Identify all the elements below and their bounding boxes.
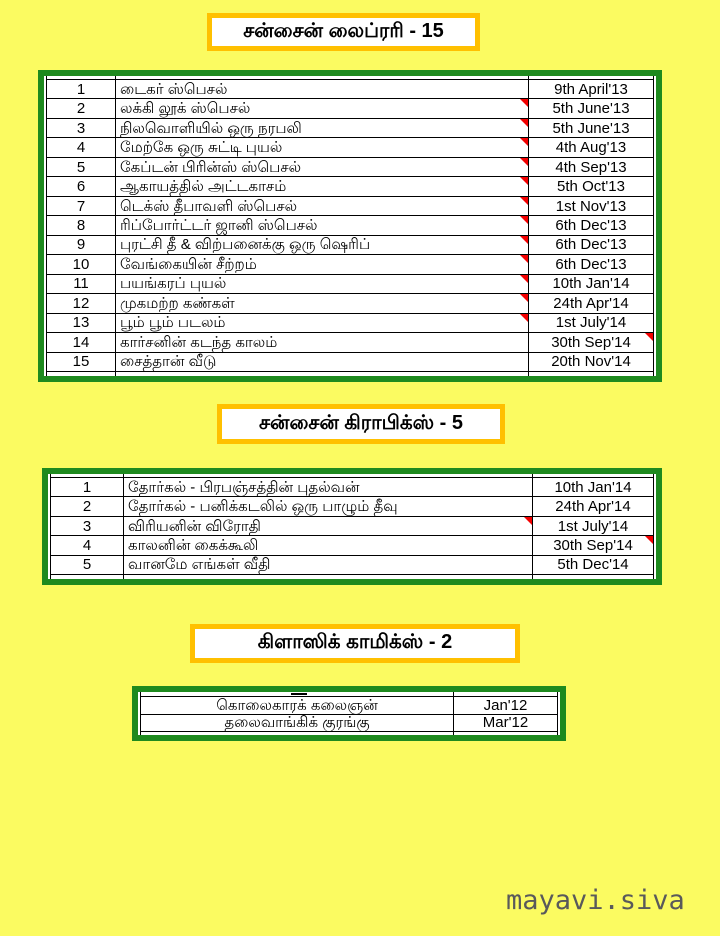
cell-num: 9 — [46, 236, 116, 254]
table-row — [50, 497, 654, 516]
cell-num: 6 — [46, 177, 116, 195]
cell-num: 5 — [46, 158, 116, 176]
cell-title: நிலவொளியில் ஒரு நரபலி — [116, 119, 528, 137]
spacer-cell — [116, 372, 528, 376]
spacer-cell — [453, 732, 558, 735]
table-row — [50, 478, 654, 497]
cell-date: 4th Aug'13 — [528, 138, 654, 156]
cell-date: 30th Sep'14 — [532, 536, 654, 554]
cell-date: 4th Sep'13 — [528, 158, 654, 176]
cell-date: 1st Nov'13 — [528, 197, 654, 215]
heading-classic-comics-label: கிளாஸிக் காமிக்ஸ் - 2 — [257, 631, 453, 653]
comment-marker-icon — [645, 536, 653, 544]
cell-title: வானமே எங்கள் வீதி — [128, 556, 271, 574]
cell-num: 4 — [50, 536, 124, 554]
spacer-cell — [140, 692, 453, 696]
classic-comics-table-body — [138, 692, 560, 735]
cell-title: கேப்டன் பிரின்ஸ் ஸ்பெசல் — [116, 158, 528, 176]
spacer-cell — [46, 372, 116, 376]
cell-date: 5th Dec'14 — [532, 556, 654, 574]
table-row — [46, 138, 654, 157]
table-bottom-spacer — [140, 732, 558, 735]
table-row — [46, 80, 654, 99]
cell-date: 10th Jan'14 — [532, 478, 654, 496]
spacer-cell — [528, 372, 654, 376]
cell-num: 5 — [50, 556, 124, 574]
cell-num: 11 — [46, 275, 116, 293]
heading-sunshine-library-label: சன்சைன் லைப்ரரி - 15 — [243, 19, 444, 42]
cell-title: கொலைகாரக் கலைஞன் — [140, 697, 453, 714]
cell-num: 3 — [46, 119, 116, 137]
table-row — [46, 353, 654, 372]
cell-date: 5th June'13 — [528, 119, 654, 137]
cell-num: 14 — [46, 333, 116, 351]
spacer-cell — [528, 76, 654, 79]
comment-marker-icon — [520, 314, 528, 322]
cell-title: ரிப்போர்ட்டர் ஜானி ஸ்பெசல் — [116, 216, 528, 234]
cell-num: 1 — [46, 80, 116, 98]
cell-title: டைகர் ஸ்பெசல் — [120, 80, 228, 98]
table-row — [46, 236, 654, 255]
cell-title: புரட்சி தீ & விற்பனைக்கு ஒரு ஷெரிப் — [116, 236, 528, 254]
table-bottom-spacer — [50, 575, 654, 579]
cell-date: Mar'12 — [453, 715, 558, 732]
cell-date: 20th Nov'14 — [528, 353, 654, 371]
comment-marker-icon — [520, 99, 528, 107]
sunshine-library-table — [38, 70, 662, 382]
spacer-cell — [124, 474, 532, 477]
cell-date: 5th Oct'13 — [528, 177, 654, 195]
cell-date: 6th Dec'13 — [528, 216, 654, 234]
cell-date: 1st July'14 — [528, 314, 654, 332]
comment-marker-icon — [520, 294, 528, 302]
cell-num: 8 — [46, 216, 116, 234]
spacer-cell — [532, 575, 654, 579]
cell-title: டெக்ஸ் தீபாவளி ஸ்பெசல் — [116, 197, 528, 215]
heading-sunshine-library — [207, 13, 480, 51]
classic-comics-table — [132, 686, 566, 741]
comment-marker-icon — [520, 158, 528, 166]
cell-date: 10th Jan'14 — [528, 275, 654, 293]
cell-title: கார்சனின் கடந்த காலம் — [120, 333, 278, 351]
spacer-cell — [140, 732, 453, 735]
cell-num: 12 — [46, 294, 116, 312]
comment-marker-icon — [520, 138, 528, 146]
spacer-cell — [50, 575, 124, 579]
table-row — [50, 556, 654, 575]
table-row — [46, 119, 654, 138]
cell-title: தலைவாங்கிக் குரங்கு — [140, 715, 453, 732]
cell-title: பயங்கரப் புயல் — [116, 275, 528, 293]
spacer-cell — [46, 76, 116, 79]
cell-num: 1 — [50, 478, 124, 496]
heading-sunshine-graphics — [217, 404, 505, 444]
cell-title: விரியனின் விரோதி — [124, 517, 532, 535]
table-row — [46, 216, 654, 235]
cell-date: 30th Sep'14 — [528, 333, 654, 351]
cell-title: தோர்கல் - பிரபஞ்சத்தின் புதல்வன் — [128, 478, 360, 496]
spacer-cell — [124, 575, 532, 579]
cell-date: 6th Dec'13 — [528, 255, 654, 273]
cell-num: 13 — [46, 314, 116, 332]
cell-title: தோர்கல் - பனிக்கடலில் ஒரு பாழும் தீவு — [128, 498, 398, 516]
sunshine-graphics-table-body — [48, 474, 656, 579]
spacer-cell — [532, 474, 654, 477]
cell-title: லக்கி லூக் ஸ்பெசல் — [116, 99, 528, 117]
cell-num: 10 — [46, 255, 116, 273]
cell-date: 6th Dec'13 — [528, 236, 654, 254]
comment-marker-icon — [520, 177, 528, 185]
cell-title: சைத்தான் வீடு — [120, 353, 217, 371]
cell-num: 15 — [46, 353, 116, 371]
table-row — [46, 294, 654, 313]
cell-title: ஆகாயத்தில் அட்டகாசம் — [116, 177, 528, 195]
cell-date: 1st July'14 — [532, 517, 654, 535]
cell-title: மேற்கே ஒரு சுட்டி புயல் — [116, 138, 528, 156]
table-row — [50, 536, 654, 555]
spacer-cell — [50, 474, 124, 477]
cell-num: 2 — [46, 99, 116, 117]
table-row — [46, 255, 654, 274]
table-row — [46, 197, 654, 216]
table-row — [46, 177, 654, 196]
table-row — [46, 333, 654, 352]
comment-marker-icon — [520, 236, 528, 244]
table-row — [46, 158, 654, 177]
signature-watermark: mayavi.siva — [506, 885, 685, 916]
cell-num: 3 — [50, 517, 124, 535]
cell-date: 24th Apr'14 — [532, 497, 654, 515]
comment-marker-icon — [520, 197, 528, 205]
comment-marker-icon — [520, 275, 528, 283]
table-row — [46, 275, 654, 294]
cell-date: Jan'12 — [453, 697, 558, 714]
sunshine-library-table-body — [44, 76, 656, 376]
comment-marker-icon — [520, 119, 528, 127]
cell-num: 4 — [46, 138, 116, 156]
spacer-cell — [453, 692, 558, 696]
cell-date: 9th April'13 — [528, 80, 654, 98]
heading-sunshine-graphics-label: சன்சைன் கிராபிக்ஸ் - 5 — [258, 411, 463, 434]
table-bottom-spacer — [46, 372, 654, 376]
cell-title: பூம் பூம் படலம் — [116, 314, 528, 332]
comment-marker-icon — [520, 216, 528, 224]
spacer-cell — [116, 76, 528, 79]
table-row — [50, 517, 654, 536]
cell-date: 5th June'13 — [528, 99, 654, 117]
heading-classic-comics — [190, 624, 520, 663]
comment-marker-icon — [520, 255, 528, 263]
cell-num: 7 — [46, 197, 116, 215]
table-row — [140, 715, 558, 733]
comment-marker-icon — [524, 517, 532, 525]
cell-date: 24th Apr'14 — [528, 294, 654, 312]
cell-num: 2 — [50, 497, 124, 515]
cell-title: காலனின் கைக்கூலி — [128, 536, 259, 554]
cell-title: வேங்கையின் சீற்றம் — [116, 255, 528, 273]
cell-title: முகமற்ற கண்கள் — [116, 294, 528, 312]
table-row — [46, 314, 654, 333]
sunshine-graphics-table — [42, 468, 662, 585]
comment-marker-icon — [645, 333, 653, 341]
table-row — [46, 99, 654, 118]
table-row — [140, 697, 558, 715]
